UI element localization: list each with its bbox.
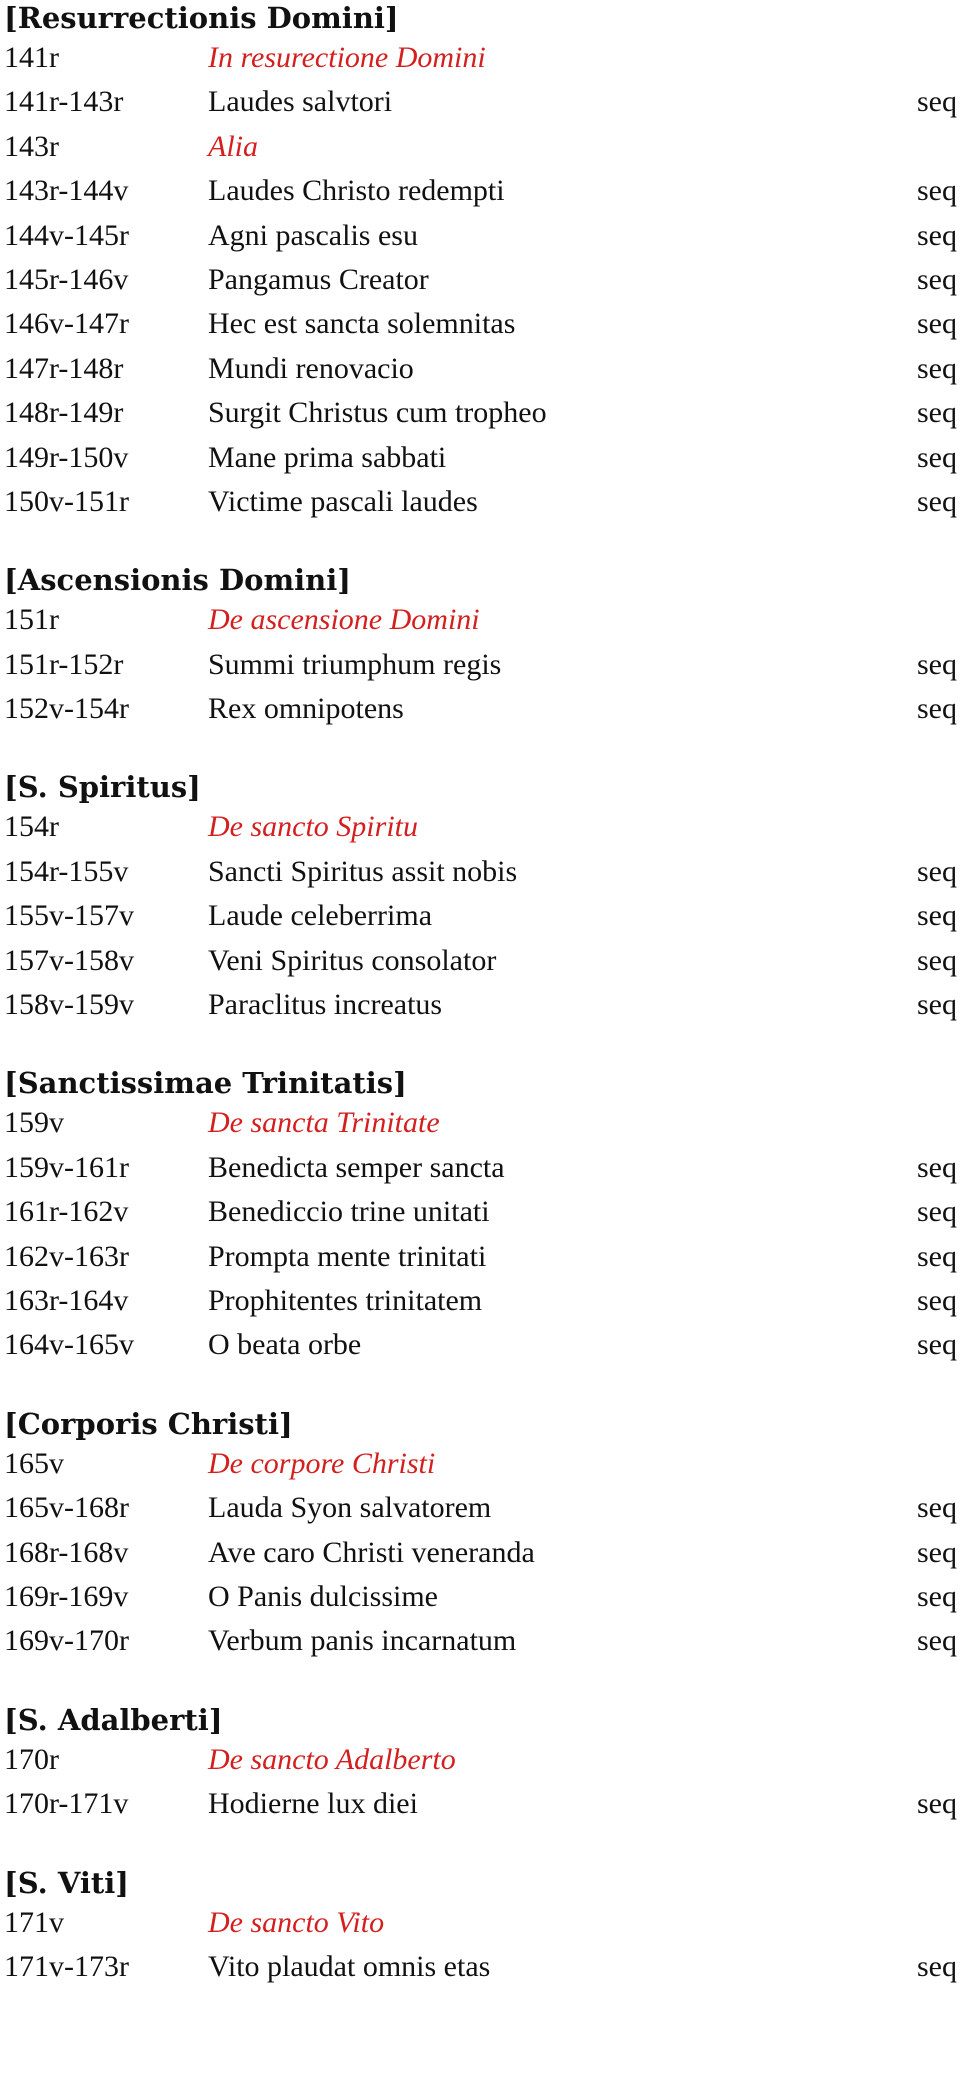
- genre-label: seq: [917, 85, 957, 119]
- incipit-text: Ave caro Christi veneranda: [208, 1535, 535, 1569]
- folio-range: 151r: [4, 603, 59, 637]
- section-title: [S. Adalberti]: [4, 1702, 223, 1737]
- incipit-text: Laude celeberrima: [208, 899, 433, 933]
- entry-row: [0, 1945, 960, 1989]
- entry-row: [0, 1190, 960, 1234]
- genre-label: seq: [917, 647, 957, 681]
- folio-range: 152v-154r: [4, 692, 129, 726]
- rubric-heading: In resurectione Domini: [208, 41, 486, 74]
- entry-row: [0, 1323, 960, 1367]
- entry-row: [0, 1146, 960, 1190]
- folio-range: 151r-152r: [4, 647, 124, 681]
- section-viti: [0, 1827, 960, 1990]
- incipit-text: Summi triumphum regis: [208, 647, 502, 681]
- genre-label: seq: [917, 174, 957, 208]
- section-resurrectionis: [0, 0, 960, 524]
- rubric-heading: De sancta Trinitate: [208, 1106, 440, 1140]
- entry-row: [0, 80, 960, 124]
- genre-label: seq: [917, 854, 957, 888]
- folio-range: 141r-143r: [4, 85, 124, 119]
- folio-range: 162v-163r: [4, 1239, 129, 1273]
- folio-range: 144v-145r: [4, 218, 129, 252]
- entry-row: [0, 1101, 960, 1145]
- entry-row: [0, 347, 960, 391]
- incipit-text: Victime pascali laudes: [208, 484, 478, 518]
- incipit-text: Mane prima sabbati: [208, 440, 447, 474]
- entry-row: [0, 480, 960, 524]
- incipit-text: Vito plaudat omnis etas: [208, 1949, 491, 1983]
- genre-label: seq: [917, 988, 957, 1022]
- rubric-heading: De sancto Vito: [208, 1905, 385, 1939]
- genre-label: seq: [917, 1328, 957, 1362]
- genre-label: seq: [917, 307, 957, 341]
- entry-row: [0, 983, 960, 1027]
- folio-range: 168r-168v: [4, 1535, 129, 1569]
- incipit-text: Laudes salvtori: [208, 85, 393, 119]
- entry-row: [0, 391, 960, 435]
- incipit-text: Agni pascalis esu: [208, 218, 418, 252]
- incipit-text: Verbum panis incarnatum: [208, 1624, 517, 1658]
- folio-range: 143r-144v: [4, 174, 129, 208]
- incipit-text: O beata orbe: [208, 1328, 362, 1362]
- genre-label: seq: [917, 484, 957, 518]
- genre-label: seq: [917, 1949, 957, 1983]
- incipit-text: Surgit Christus cum tropheo: [208, 396, 547, 430]
- folio-range: 159v-161r: [4, 1150, 129, 1184]
- entry-row: [0, 258, 960, 302]
- folio-range: 159v: [4, 1106, 64, 1140]
- entry-row: [0, 1901, 960, 1945]
- genre-label: seq: [917, 899, 957, 933]
- folio-range: 145r-146v: [4, 262, 129, 296]
- rubric-heading: De corpore Christi: [208, 1446, 436, 1480]
- genre-label: seq: [917, 351, 957, 385]
- genre-label: seq: [917, 1283, 957, 1317]
- section-title: [Sanctissimae Trinitatis]: [4, 1066, 407, 1101]
- section-title: [Resurrectionis Domini]: [4, 1, 399, 35]
- section-adalberti: [0, 1664, 960, 1827]
- incipit-text: Hec est sancta solemnitas: [208, 307, 516, 341]
- section-ascensionis: [0, 524, 960, 731]
- genre-label: seq: [917, 1787, 957, 1821]
- entry-row: [0, 598, 960, 642]
- genre-label: seq: [917, 1239, 957, 1273]
- genre-label: seq: [917, 440, 957, 474]
- folio-range: 164v-165v: [4, 1328, 134, 1362]
- rubric-heading: De ascensione Domini: [208, 603, 480, 637]
- incipit-text: Mundi renovacio: [208, 351, 414, 385]
- folio-range: 150v-151r: [4, 484, 129, 518]
- genre-label: seq: [917, 1491, 957, 1525]
- folio-range: 154r: [4, 810, 59, 844]
- entry-row: [0, 894, 960, 938]
- folio-range: 169v-170r: [4, 1624, 129, 1658]
- section-trinitatis: [0, 1027, 960, 1367]
- entry-row: [0, 436, 960, 480]
- folio-range: 163r-164v: [4, 1283, 129, 1317]
- folio-range: 170r: [4, 1742, 59, 1776]
- folio-range: 154r-155v: [4, 854, 129, 888]
- entry-row: [0, 850, 960, 894]
- rubric-heading: De sancto Adalberto: [208, 1742, 456, 1776]
- entry-row: [0, 36, 960, 80]
- entry-row: [0, 805, 960, 849]
- incipit-text: Prophitentes trinitatem: [208, 1283, 483, 1317]
- genre-label: seq: [917, 1195, 957, 1229]
- folio-range: 141r: [4, 41, 59, 74]
- entry-row: [0, 939, 960, 983]
- genre-label: seq: [917, 692, 957, 726]
- genre-label: seq: [917, 943, 957, 977]
- entry-row: [0, 1575, 960, 1619]
- genre-label: seq: [917, 1150, 957, 1184]
- incipit-text: Paraclitus increatus: [208, 988, 443, 1022]
- folio-range: 158v-159v: [4, 988, 134, 1022]
- genre-label: seq: [917, 262, 957, 296]
- entry-row: [0, 687, 960, 731]
- entry-row: [0, 1619, 960, 1663]
- folio-range: 170r-171v: [4, 1787, 129, 1821]
- genre-label: seq: [917, 1535, 957, 1569]
- folio-range: 171v: [4, 1905, 64, 1939]
- incipit-text: Benediccio trine unitati: [208, 1195, 490, 1229]
- entry-row: [0, 1738, 960, 1782]
- folio-range: 149r-150v: [4, 440, 129, 474]
- folio-range: 171v-173r: [4, 1949, 129, 1983]
- incipit-text: O Panis dulcissime: [208, 1579, 438, 1613]
- entry-row: [0, 302, 960, 346]
- incipit-text: Lauda Syon salvatorem: [208, 1491, 492, 1525]
- incipit-text: Laudes Christo redempti: [208, 174, 505, 208]
- folio-range: 155v-157v: [4, 899, 134, 933]
- incipit-text: Rex omnipotens: [208, 692, 404, 726]
- entry-row: [0, 169, 960, 213]
- entry-row: [0, 1486, 960, 1530]
- folio-range: 161r-162v: [4, 1195, 129, 1229]
- entry-row: [0, 214, 960, 258]
- genre-label: seq: [917, 1579, 957, 1613]
- rubric-heading: Alia: [208, 129, 258, 163]
- folio-range: 165v-168r: [4, 1491, 129, 1525]
- folio-range: 148r-149r: [4, 396, 124, 430]
- entry-row: [0, 125, 960, 169]
- section-corporis-christi: [0, 1368, 960, 1664]
- rubric-heading: De sancto Spiritu: [208, 810, 418, 844]
- entry-row: [0, 1531, 960, 1575]
- entry-row: [0, 1279, 960, 1323]
- incipit-text: Sancti Spiritus assit nobis: [208, 854, 518, 888]
- genre-label: seq: [917, 218, 957, 252]
- folio-range: 165v: [4, 1446, 64, 1480]
- incipit-text: Benedicta semper sancta: [208, 1150, 505, 1184]
- entry-row: [0, 1782, 960, 1826]
- entry-row: [0, 643, 960, 687]
- section-title: [S. Viti]: [4, 1865, 129, 1900]
- genre-label: seq: [917, 396, 957, 430]
- incipit-text: Pangamus Creator: [208, 262, 429, 296]
- entry-row: [0, 1442, 960, 1486]
- section-title: [S. Spiritus]: [4, 770, 201, 805]
- section-spiritus: [0, 731, 960, 1027]
- incipit-text: Veni Spiritus consolator: [208, 943, 497, 977]
- section-title: [Ascensionis Domini]: [4, 563, 351, 598]
- incipit-text: Prompta mente trinitati: [208, 1239, 487, 1273]
- folio-range: 157v-158v: [4, 943, 134, 977]
- folio-range: 147r-148r: [4, 351, 124, 385]
- genre-label: seq: [917, 1624, 957, 1658]
- folio-range: 146v-147r: [4, 307, 129, 341]
- folio-range: 143r: [4, 129, 59, 163]
- folio-range: 169r-169v: [4, 1579, 129, 1613]
- section-title: [Corporis Christi]: [4, 1406, 293, 1441]
- entry-row: [0, 1235, 960, 1279]
- incipit-text: Hodierne lux diei: [208, 1787, 418, 1821]
